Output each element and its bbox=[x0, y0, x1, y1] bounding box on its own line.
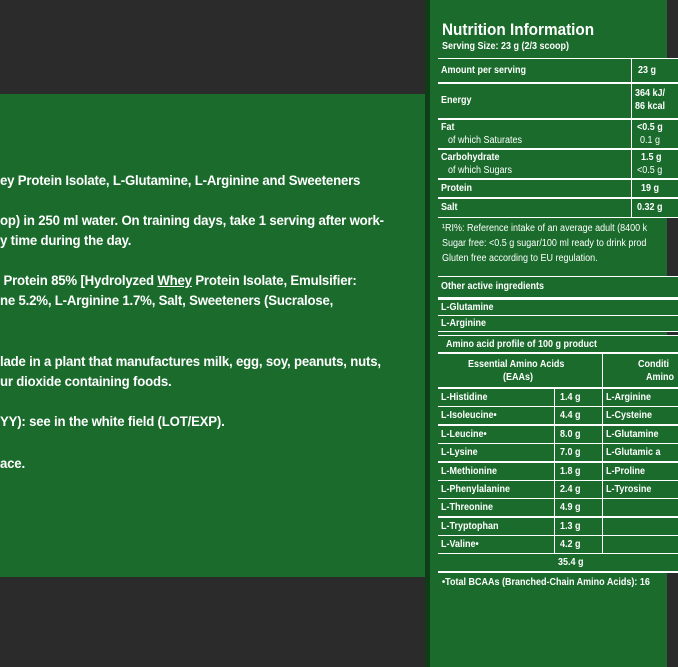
table-row bbox=[438, 389, 678, 406]
amino-value: 1.3 g bbox=[560, 520, 581, 532]
amino-name: L-Leucine• bbox=[441, 428, 487, 440]
column-divider bbox=[602, 354, 603, 554]
fat-label: Fat bbox=[441, 122, 455, 133]
table-row bbox=[438, 84, 678, 118]
eaa-subheader: (EAAs) bbox=[503, 372, 534, 383]
gluten-free-note: Gluten free according to EU regulation. bbox=[442, 253, 598, 264]
directions-line-1: op) in 250 ml water. On training days, take 1 serving after work- bbox=[0, 213, 384, 229]
amount-header: Amount per serving bbox=[441, 65, 527, 76]
storage-line: ace. bbox=[0, 456, 25, 472]
salt-value: 0.32 g bbox=[637, 202, 663, 213]
label-left-panel bbox=[0, 94, 425, 577]
table-row bbox=[438, 554, 678, 571]
table-row bbox=[438, 481, 678, 498]
composition-line-1 bbox=[0, 271, 395, 291]
active-ingredients-table bbox=[438, 276, 678, 332]
energy-kj: 364 kJ/ bbox=[635, 88, 666, 99]
nutrition-table bbox=[438, 58, 678, 218]
amino-name: L-Methionine bbox=[441, 465, 497, 477]
saturates-value: 0.1 g bbox=[640, 135, 661, 146]
amino-name: L-Phenylalanine bbox=[441, 484, 511, 495]
amino-total: 35.4 g bbox=[558, 557, 584, 568]
salt-label: Salt bbox=[441, 202, 458, 213]
sugars-label: of which Sugars bbox=[448, 165, 513, 176]
carbohydrate-label: Carbohydrate bbox=[441, 152, 500, 163]
active-item: L-Arginine bbox=[441, 318, 486, 329]
table-row bbox=[438, 518, 678, 535]
amino-value: 4.9 g bbox=[560, 502, 581, 514]
allergen-line-1: lade in a plant that manufactures milk, egg, soy, peanuts, nuts, bbox=[0, 354, 381, 370]
saturates-label: of which Saturates bbox=[448, 135, 523, 146]
amount-value: 23 g bbox=[638, 65, 657, 76]
sugars-value: <0.5 g bbox=[637, 165, 663, 176]
serving-size: Serving Size: 23 g (2/3 scoop) bbox=[442, 41, 570, 52]
amino-name: L-Tryptophan bbox=[441, 520, 499, 532]
left-bottom-dark-band bbox=[0, 577, 425, 667]
fat-value: <0.5 g bbox=[637, 122, 663, 133]
table-row bbox=[438, 463, 678, 480]
bcaa-note: •Total BCAAs (Branched-Chain Amino Acids): 16 bbox=[442, 577, 650, 588]
conditional-amino-name: L-Proline bbox=[606, 465, 646, 477]
active-item: L-Glutamine bbox=[441, 302, 494, 313]
composition-line-1-end: Protein Isolate, Emulsifier: bbox=[191, 273, 357, 289]
amino-name: L-Valine• bbox=[441, 539, 479, 551]
table-row bbox=[438, 354, 678, 387]
whey-word: Whey bbox=[157, 273, 192, 289]
conditional-amino-name: L-Glutamic a bbox=[606, 447, 661, 459]
ingredients-line: ey Protein Isolate, L-Glutamine, L-Arginine and Sweeteners bbox=[0, 173, 361, 189]
amino-value: 7.0 g bbox=[560, 447, 581, 459]
table-row bbox=[438, 336, 678, 352]
table-row bbox=[438, 277, 678, 297]
protein-label: Protein bbox=[441, 183, 473, 194]
table-row bbox=[438, 59, 678, 82]
amino-value: 8.0 g bbox=[560, 428, 581, 440]
nutrition-title: Nutrition Information bbox=[442, 20, 595, 39]
table-row bbox=[438, 120, 678, 148]
table-row bbox=[438, 426, 678, 443]
conditional-amino-name: L-Arginine bbox=[606, 392, 651, 403]
table-row bbox=[438, 150, 678, 178]
table-row bbox=[438, 407, 678, 424]
composition-line-2: ne 5.2%, L-Arginine 1.7%, Salt, Sweeteners (Sucralose, bbox=[0, 293, 334, 309]
energy-label: Energy bbox=[441, 95, 472, 106]
table-row bbox=[438, 536, 678, 553]
directions-line-2: y time during the day. bbox=[0, 233, 132, 249]
amino-name: L-Lysine bbox=[441, 447, 478, 459]
column-divider bbox=[554, 387, 555, 554]
nutrition-panel bbox=[430, 0, 674, 667]
amino-value: 1.8 g bbox=[560, 465, 581, 477]
amino-value: 2.4 g bbox=[560, 484, 581, 495]
table-row bbox=[438, 199, 678, 217]
table-row bbox=[438, 316, 678, 331]
eaa-header: Essential Amino Acids bbox=[468, 359, 565, 370]
protein-value: 19 g bbox=[641, 183, 660, 194]
table-row bbox=[438, 444, 678, 461]
table-row bbox=[438, 300, 678, 315]
composition-line-1-start: Protein 85% [Hydrolyzed bbox=[0, 273, 158, 289]
active-header: Other active ingredients bbox=[441, 281, 545, 292]
best-before-line: YY): see in the white field (LOT/EXP). bbox=[0, 414, 225, 430]
amino-value: 4.4 g bbox=[560, 410, 581, 422]
ri-note: ¹RI%: Reference intake of an average adult (8400 k bbox=[442, 223, 648, 234]
amino-name: L-Histidine bbox=[441, 392, 488, 403]
conditional-amino-name: L-Cysteine bbox=[606, 410, 653, 422]
conditional-subheader: Amino bbox=[646, 372, 674, 383]
left-top-dark-band bbox=[0, 0, 425, 94]
amino-value: 4.2 g bbox=[560, 539, 581, 551]
column-divider bbox=[631, 58, 632, 218]
amino-acid-table bbox=[438, 335, 678, 573]
conditional-amino-name: L-Glutamine bbox=[606, 428, 659, 440]
amino-header: Amino acid profile of 100 g product bbox=[446, 339, 598, 350]
amino-value: 1.4 g bbox=[560, 392, 581, 403]
allergen-line-2: ur dioxide containing foods. bbox=[0, 374, 172, 390]
sugar-free-note: Sugar free: <0.5 g sugar/100 ml ready to drink prod bbox=[442, 238, 647, 249]
carbohydrate-value: 1.5 g bbox=[641, 152, 662, 163]
amino-name: L-Isoleucine• bbox=[441, 410, 497, 422]
energy-kcal: 86 kcal bbox=[635, 101, 666, 112]
table-row bbox=[438, 499, 678, 516]
amino-name: L-Threonine bbox=[441, 502, 494, 514]
table-row bbox=[438, 180, 678, 197]
conditional-header: Conditi bbox=[638, 359, 669, 370]
conditional-amino-name: L-Tyrosine bbox=[606, 484, 652, 495]
